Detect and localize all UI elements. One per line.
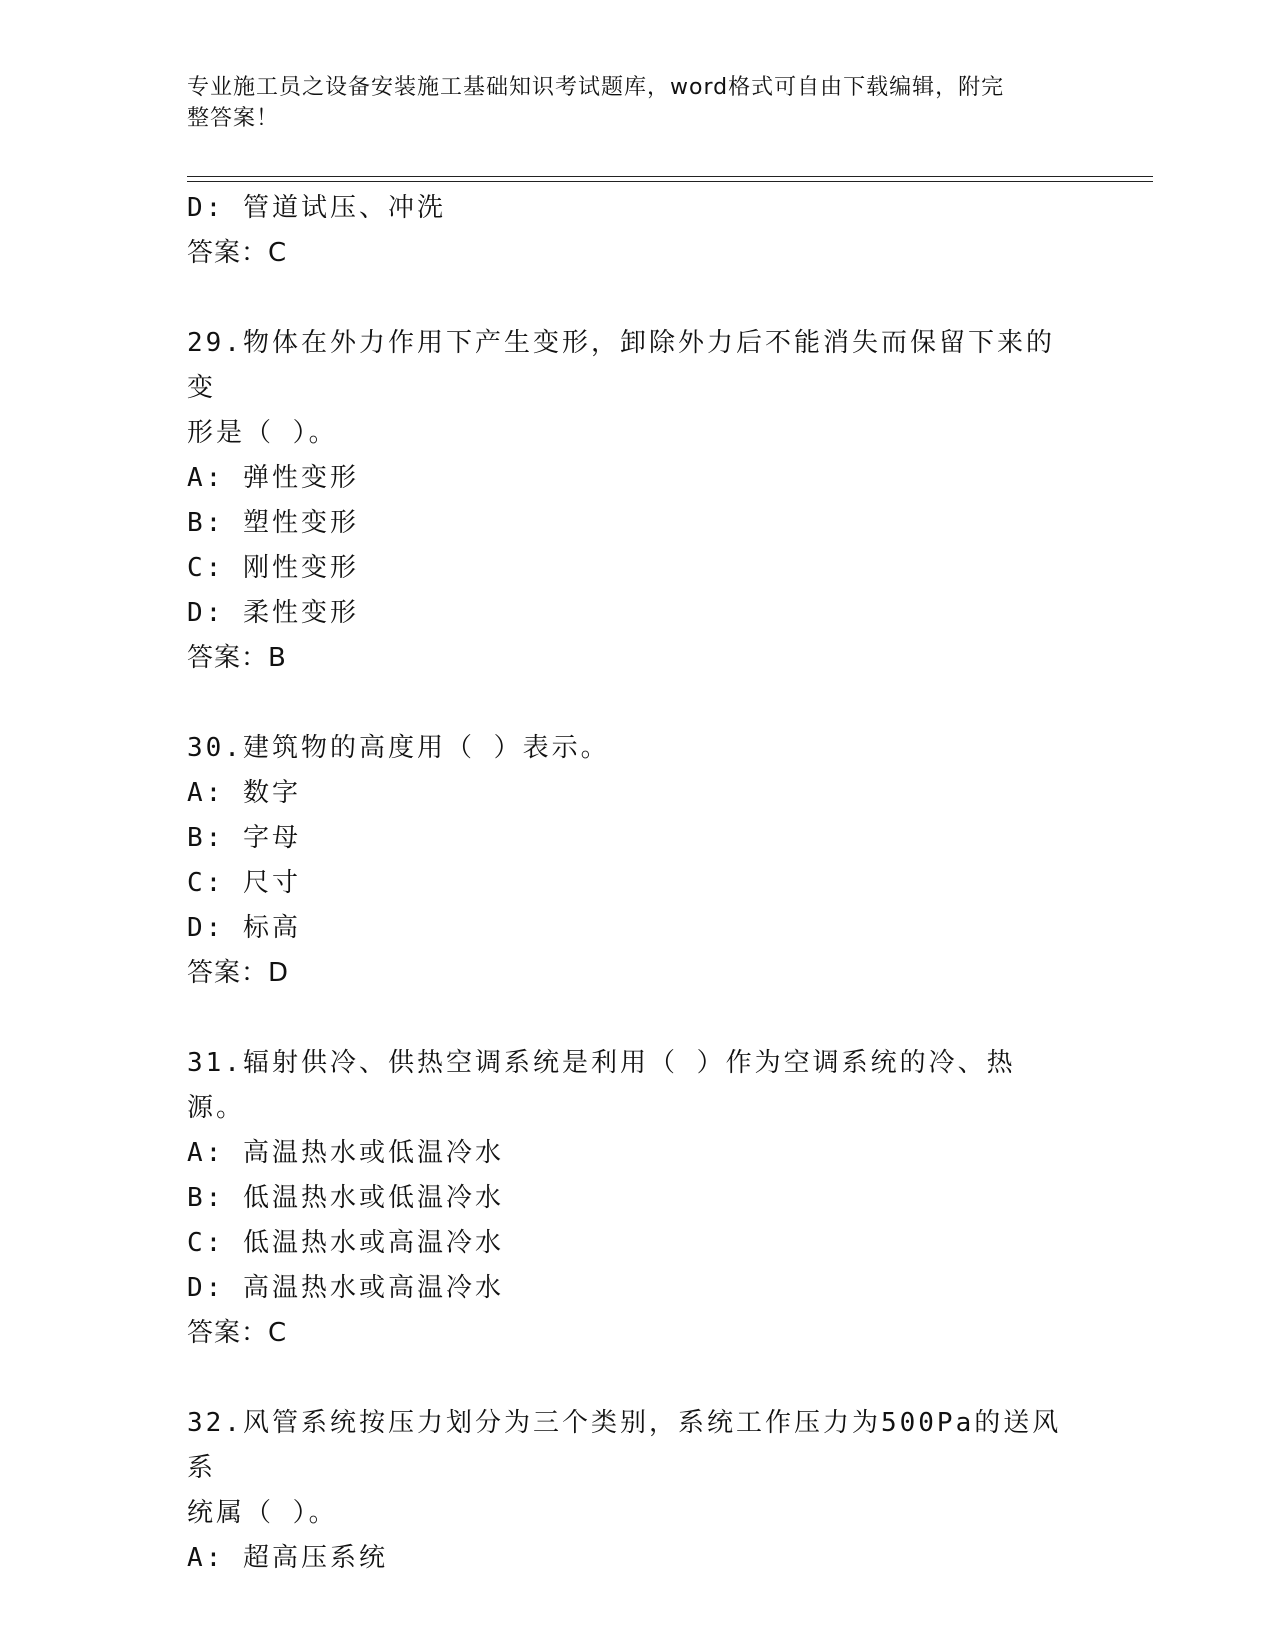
answer-line: 答案：C [187,1318,288,1348]
question-30 [187,726,1087,996]
previous-question-tail [187,186,1087,276]
option-d: D: 高温热水或高温冷水 [187,1273,504,1303]
header-divider-top [187,176,1153,177]
option-c: C: 刚性变形 [187,553,359,583]
option-c: C: 低温热水或高温冷水 [187,1228,504,1258]
answer-line: 答案：D [187,958,290,988]
question-text: 31.辐射供冷、供热空调系统是利用（ ）作为空调系统的冷、热源。 [187,1048,1016,1123]
option-d: D: 柔性变形 [187,598,359,628]
option-c: C: 尺寸 [187,868,301,898]
option-a: A: 弹性变形 [187,463,359,493]
question-text-continued: 形是（ ）。 [187,418,338,448]
question-text-continued: 统属（ ）。 [187,1498,338,1528]
option-a: A: 高温热水或低温冷水 [187,1138,504,1168]
question-32 [187,1401,1087,1581]
document-body [187,186,1087,1581]
option-a: A: 超高压系统 [187,1543,388,1573]
header-line-1: 专业施工员之设备安装施工基础知识考试题库，word格式可自由下载编辑，附完 [187,75,1005,100]
question-text: 30.建筑物的高度用（ ）表示。 [187,733,610,763]
option-b: B: 字母 [187,823,301,853]
option-d: D: 标高 [187,913,301,943]
header-line-2: 整答案！ [187,106,280,131]
answer-line: 答案：B [187,643,287,673]
option-a: A: 数字 [187,778,301,808]
question-31 [187,1041,1087,1356]
option-b: B: 塑性变形 [187,508,359,538]
answer-line: 答案：C [187,238,288,268]
document-header [187,72,1067,134]
question-text: 32.风管系统按压力划分为三个类别，系统工作压力为500Pa的送风系 [187,1408,1062,1483]
question-text: 29.物体在外力作用下产生变形，卸除外力后不能消失而保留下来的变 [187,328,1055,403]
option-b: B: 低温热水或低温冷水 [187,1183,504,1213]
question-29 [187,321,1087,681]
option-d: D: 管道试压、冲洗 [187,193,446,223]
header-divider-bottom [187,181,1153,182]
